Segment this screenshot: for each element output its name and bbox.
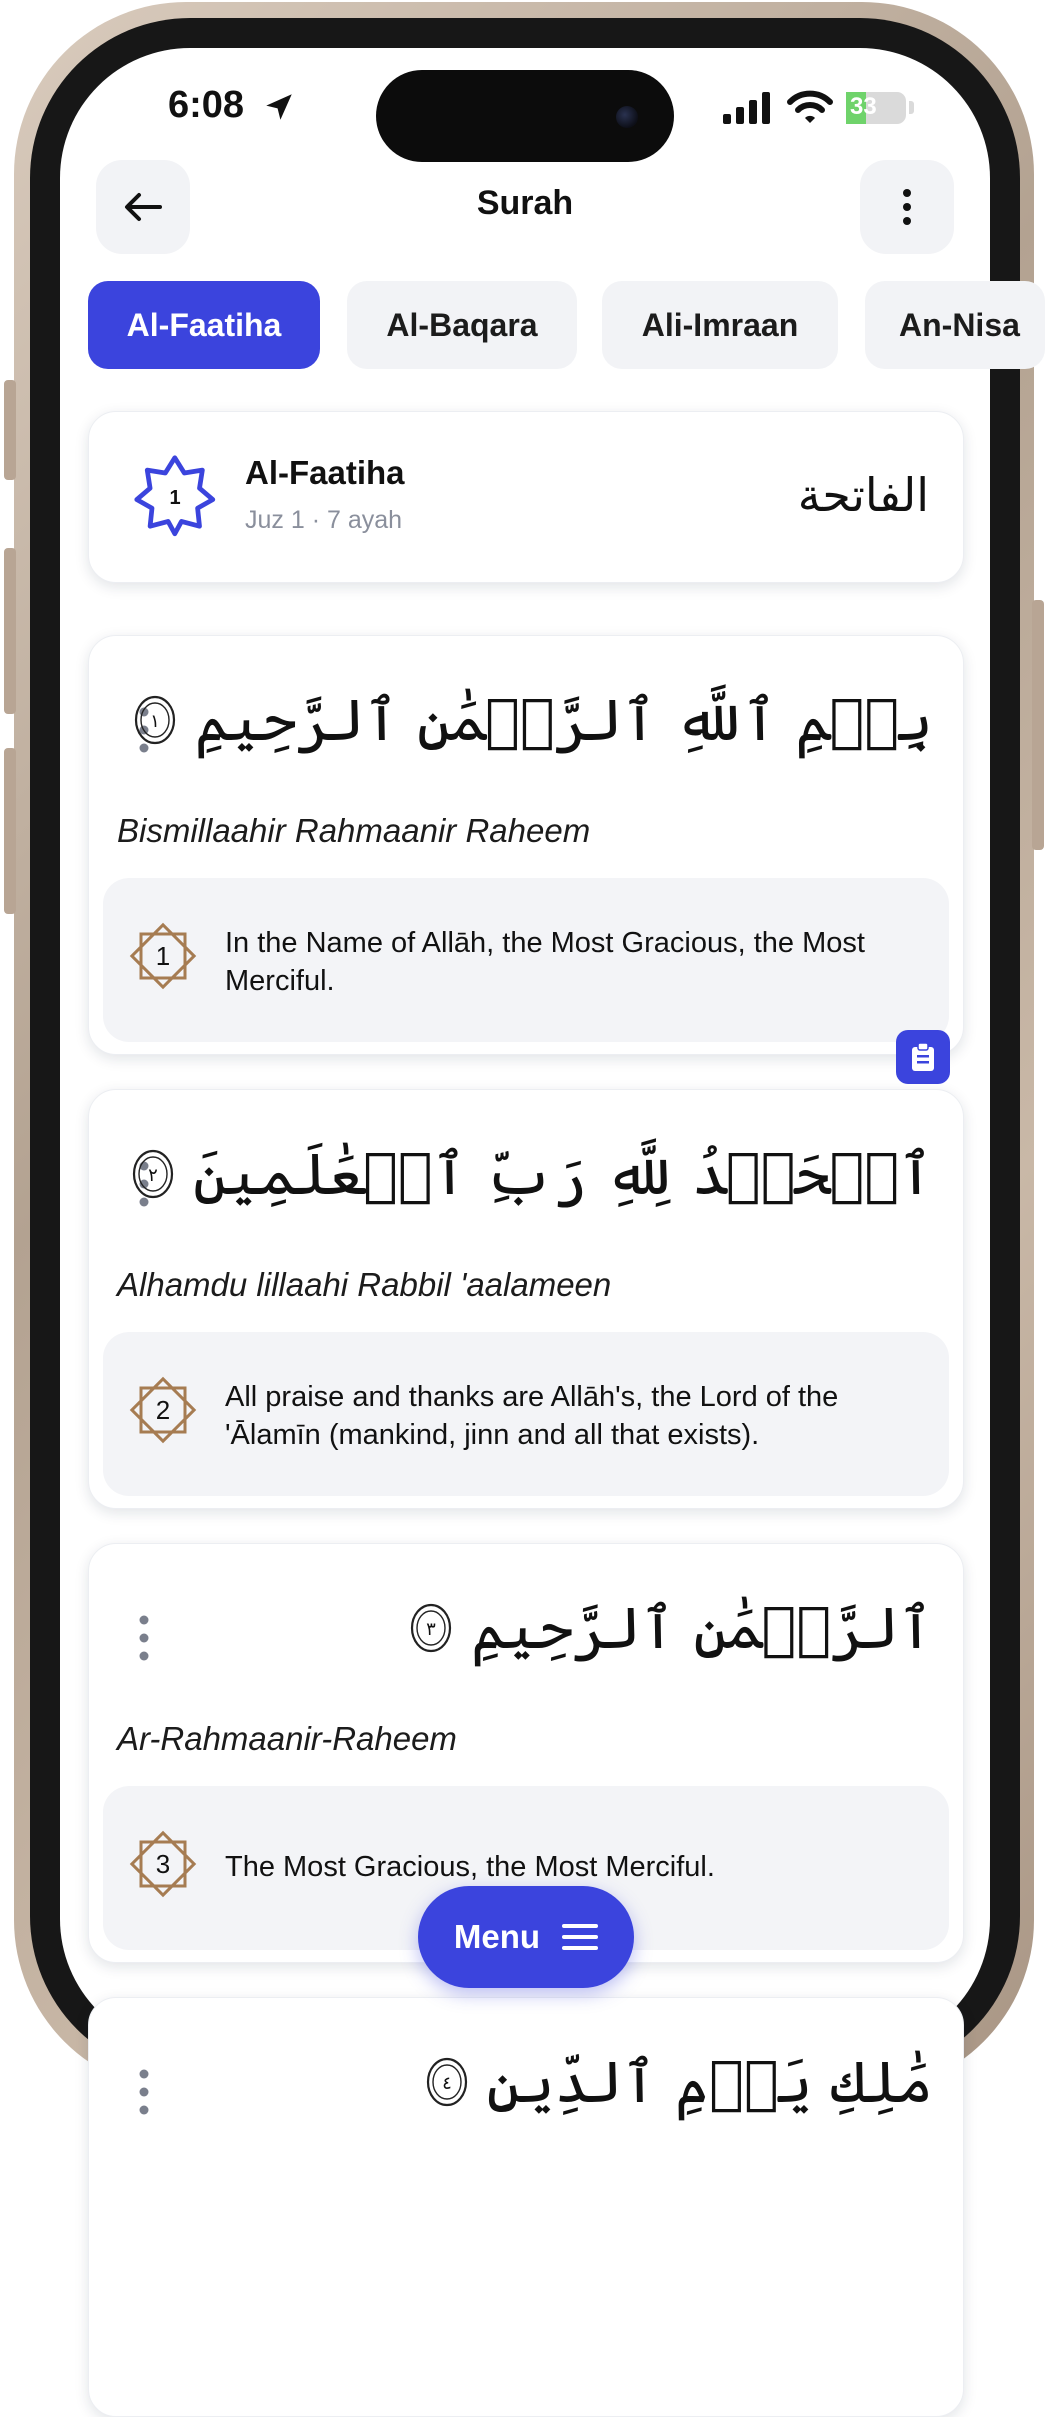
menu-label: Menu xyxy=(453,1918,541,1955)
ayah-arabic-number: ٤ xyxy=(441,2073,452,2094)
ayah-options-icon[interactable] xyxy=(129,2066,159,2118)
surah-header-card[interactable] xyxy=(88,411,964,583)
ayah-translation: In the Name of Allāh, the Most Gracious, the Most Merciful. xyxy=(225,927,865,997)
copy-button[interactable] xyxy=(896,1030,950,1084)
ayah-arabic-number: ١ xyxy=(149,711,160,732)
ayah-card-1[interactable] xyxy=(88,635,964,1055)
screen xyxy=(60,48,1020,2116)
surah-arabic-name: الفاتحة xyxy=(797,468,929,522)
status-time: 6:08 xyxy=(168,84,245,126)
hamburger-icon xyxy=(562,1923,598,1951)
ayah-translation-box xyxy=(103,1332,949,1496)
ayah-end-marker-icon xyxy=(133,693,177,747)
dynamic-island xyxy=(376,70,674,162)
ayah-card-4[interactable] xyxy=(88,1997,964,2417)
ayah-arabic-text: ٱلۡحَمۡدُ لِلَّهِ رَبِّ ٱلۡعَٰلَمِينَ xyxy=(193,1140,933,1208)
tab-al-faatiha[interactable]: Al-Faatiha xyxy=(88,281,320,369)
ayah-arabic-text: مَٰلِكِ يَوۡمِ ٱلدِّينِ xyxy=(486,2048,933,2116)
surah-name: Al-Faatiha xyxy=(245,454,405,491)
volume-down-button xyxy=(4,748,16,914)
camera-lens xyxy=(616,106,638,128)
ayah-end-marker-icon xyxy=(425,2055,469,2109)
ayah-card-2[interactable] xyxy=(88,1089,964,1509)
ayah-number-badge-icon xyxy=(125,918,201,994)
ayah-number-badge-icon xyxy=(125,1372,201,1448)
battery-indicator xyxy=(846,92,906,124)
battery-tip xyxy=(909,101,914,114)
wifi-icon xyxy=(787,90,833,126)
tab-ali-imraan[interactable]: Ali-Imraan xyxy=(602,281,838,369)
more-vertical-icon xyxy=(902,189,912,225)
power-button xyxy=(1032,600,1044,850)
surah-number-star-icon xyxy=(133,454,217,538)
ayah-arabic-text: بِسۡمِ ٱللَّهِ ٱلرَّحۡمَٰنِ ٱلرَّحِيمِ xyxy=(194,686,933,754)
tab-al-baqara[interactable]: Al-Baqara xyxy=(347,281,577,369)
battery-label: 33 xyxy=(850,93,877,120)
ayah-arabic xyxy=(133,686,933,754)
location-arrow-icon xyxy=(262,90,296,124)
menu-button[interactable] xyxy=(418,1886,634,1988)
ayah-translation: The Most Gracious, the Most Merciful. xyxy=(225,1851,715,1883)
ayah-translation: All praise and thanks are Allāh's, the Lord of the 'Ālamīn (mankind, jinn and all that exists). xyxy=(225,1381,839,1451)
ayah-arabic xyxy=(425,2048,933,2116)
volume-up-button xyxy=(4,548,16,714)
page-title: Surah xyxy=(476,184,574,222)
cellular-signal-icon xyxy=(723,92,773,124)
ayah-options-icon[interactable] xyxy=(129,1612,159,1664)
ayah-number: 3 xyxy=(155,1849,171,1879)
ayah-end-marker-icon xyxy=(131,1147,175,1201)
clipboard-icon xyxy=(909,1042,937,1072)
ayah-transliteration: Alhamdu lillaahi Rabbil 'aalameen xyxy=(117,1266,612,1303)
more-options-button[interactable] xyxy=(860,160,954,254)
surah-number: 1 xyxy=(169,487,181,509)
ayah-arabic-text: ٱلرَّحۡمَٰنِ ٱلرَّحِيمِ xyxy=(471,1594,933,1662)
ayah-number: 1 xyxy=(155,941,171,971)
ayah-translation-box xyxy=(103,878,949,1042)
surah-meta: Juz 1 · 7 ayah xyxy=(245,506,403,534)
ayah-arabic-number: ٢ xyxy=(148,1165,158,1186)
ayah-transliteration: Ar-Rahmaanir-Raheem xyxy=(117,1720,457,1757)
ayah-end-marker-icon xyxy=(409,1601,453,1655)
ayah-arabic xyxy=(131,1140,933,1208)
tab-an-nisa[interactable]: An-Nisa xyxy=(865,281,1045,369)
ayah-transliteration: Bismillaahir Rahmaanir Raheem xyxy=(117,812,591,849)
ayah-arabic xyxy=(409,1594,933,1662)
ayah-arabic-number: ٣ xyxy=(426,1619,436,1640)
ayah-number: 2 xyxy=(155,1395,171,1425)
action-button xyxy=(4,380,16,480)
ayah-number-badge-icon xyxy=(125,1826,201,1902)
